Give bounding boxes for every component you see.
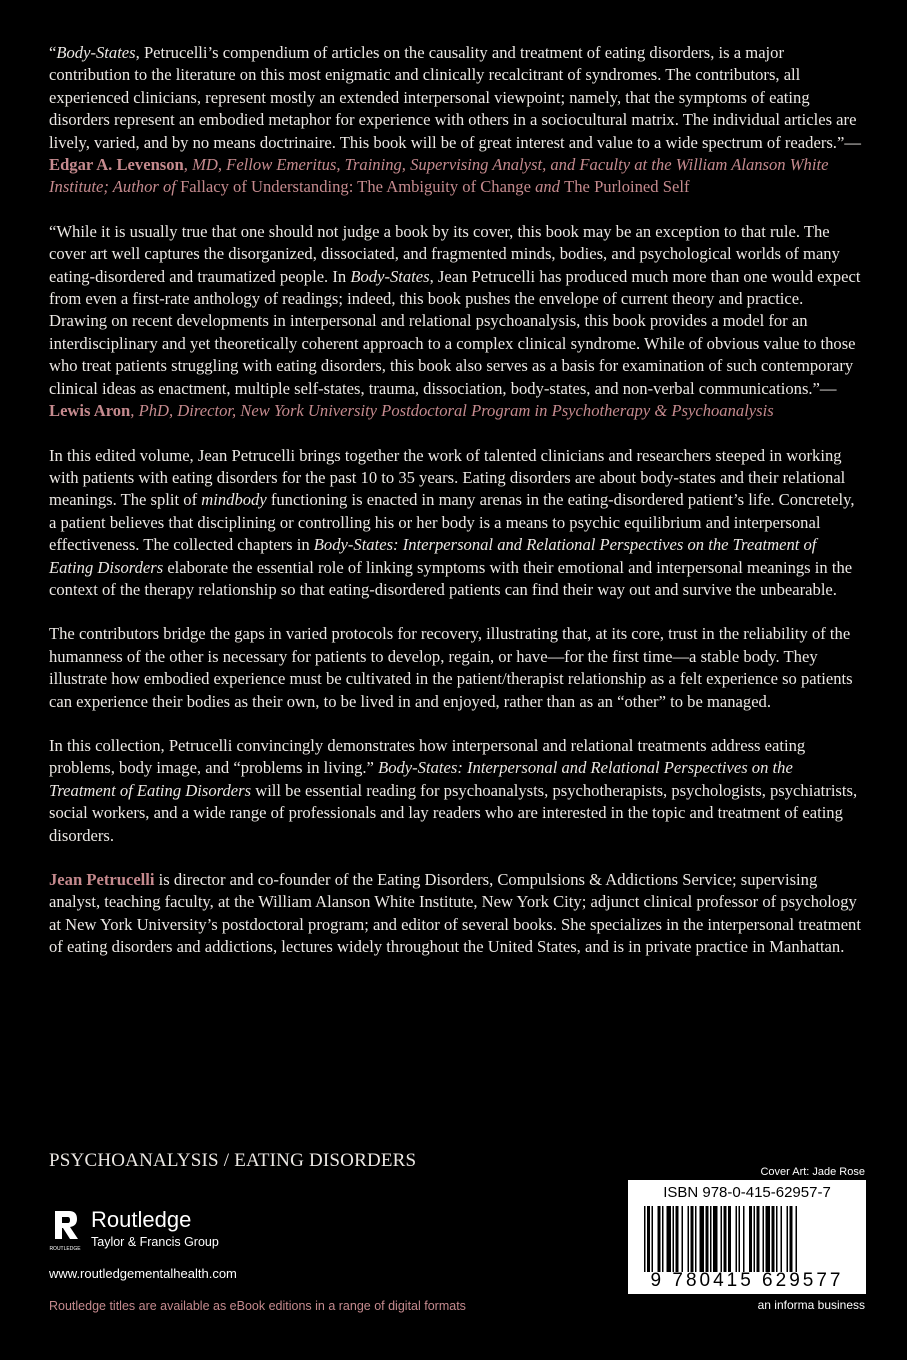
bio-text: is director and co-founder of the Eating Disorders, Compulsions & Addictions Service; supervising analyst, teaching faculty, at the William Alanson White Institute, New York City; adjunct clinical professor of psychology at New York University’s postdoctoral program; and editor of several books. She specializes in the interpersonal treatment of eating disorders and addictions, lectures widely throughout the United States, and is in private practice in Manhattan. (49, 870, 861, 957)
ebook-note: Routledge titles are available as eBook editions in a range of digital formats (49, 1299, 466, 1313)
book-title-italic: Body-States: Interpersonal and Relational Perspectives on the Treatment of Eating Disorders (49, 758, 793, 800)
italic-term: mindbody (201, 490, 267, 510)
book-title-italic: Body-States (350, 266, 430, 286)
publisher-group: Taylor & Francis Group (91, 1235, 219, 1249)
reviewer-credentials: , PhD, Director, New York University Postdoctoral Program in Psychotherapy & Psychoanalysis (130, 401, 774, 421)
reviewer-credentials: , MD, Fellow Emeritus, Training, Supervising Analyst, and Faculty at the William Alanson White Institute; Author of (49, 155, 829, 197)
open-quote: “ (49, 43, 57, 62)
publisher-block (49, 1205, 309, 1255)
description-text: elaborate the essential role of linking symptoms with their emotional and interpersonal meanings in the context of the therapy relationship so that eating-disordered patients can find their way out and survive the unbearable. (49, 557, 853, 599)
description-text: In this edited volume, Jean Petrucelli brings together the work of talented clinicians and researchers steeped in working with patients with eating disorders for the past 10 to 35 years. Eating disorders are about body-states and their relational meanings. The split of (49, 445, 846, 510)
description-paragraph (49, 735, 863, 847)
logo-wordmark: ROUTLEDGE (49, 1246, 81, 1252)
review-text: , Petrucelli’s compendium of articles on the causality and treatment of eating disorders, is a major contribution to the literature on this most enigmatic and clinically recalcitrant of syndromes. The contributors, all experienced clinicians, represent mostly an extended interpersonal viewpoint; namely, that the symptoms of eating disorders represent an embodied metaphor for experience with others in a sociocultural matrix. The individual articles are lively, varied, and by no means doctrinaire. This book will be of great interest and value to a wide spectrum of readers.”— (49, 43, 861, 152)
review-aron (49, 221, 863, 423)
isbn-label: ISBN 978-0-415-62957-7 (663, 1184, 831, 1201)
description-paragraph: The contributors bridge the gaps in varied protocols for recovery, illustrating that, at its core, trust in the reliability of the humanness of the other is necessary for patients to develop, regain, or have—for the first time—a stable body. They illustrate how embodied experience must be cultivated in the patient/therapist relationship as a felt experience so patients can experience their bodies as their own, to be lived in and enjoyed, rather than as an “other” to be managed. (49, 624, 853, 711)
reviewer-book-title: Fallacy of Understanding: The Ambiguity of Change (180, 177, 531, 197)
informa-tagline: an informa business (757, 1298, 865, 1312)
author-bio (49, 869, 863, 959)
review-levenson (49, 42, 863, 199)
barcode-icon (644, 1206, 850, 1272)
routledge-logo-icon (49, 1207, 81, 1253)
description-text: will be essential reading for psychoanalysts, psychotherapists, psychologists, psychiatrists, social workers, and a wide range of professionals and lay readers who are interested in the topic and treatment of eating disorders. (49, 780, 858, 845)
review-text: , Jean Petrucelli has produced much more than one would expect from even a first-rate anthology of readings; indeed, this book pushes the envelope of current theory and practice. Drawing on recent developments in interpersonal and relational psychoanalysis, this book provides a model for an interdisciplinary and yet theoretically coherent approach to a complex clinical syndrome. While of obvious value to those who treat patients struggling with eating disorders, this book also serves as a basis for examination of such contemporary clinical ideas as enactment, multiple self-states, trauma, dissociation, body-states, and non-verbal communications.”— (49, 266, 861, 398)
description-text: In this collection, Petrucelli convincingly demonstrates how interpersonal and relational treatments address eating problems, body image, and “problems in living.” (49, 735, 806, 778)
website-link[interactable]: www.routledgementalhealth.com (49, 1266, 237, 1281)
reviewer-name: Edgar A. Levenson (49, 155, 184, 175)
subject-category: PSYCHOANALYSIS / EATING DISORDERS (49, 1150, 417, 1171)
description-paragraph (49, 445, 863, 602)
barcode-digits: 9 780415 629577 (650, 1270, 844, 1291)
book-title-italic: Body-States: Interpersonal and Relational Perspectives on the Treatment of Eating Disorders (49, 535, 817, 577)
description-text: functioning is enacted in many arenas in the eating-disordered patient’s life. Concretely, a patient believes that disciplining or controlling his or her body is a means to psychic equilibrium and interpersonal effectiveness. The collected chapters in (49, 490, 855, 555)
blurb-column (49, 42, 863, 981)
publisher-name: Routledge (91, 1207, 192, 1232)
reviewer-name: Lewis Aron (49, 401, 131, 421)
isbn-barcode (628, 1180, 866, 1294)
cover-art-credit: Cover Art: Jade Rose (760, 1166, 865, 1178)
book-title-italic: Body-States (56, 43, 136, 62)
reviewer-book-title: The Purloined Self (564, 177, 690, 197)
author-name: Jean Petrucelli (49, 870, 155, 889)
conjunction: and (530, 177, 565, 197)
review-text: “While it is usually true that one should not judge a book by its cover, this book may be an exception to that rule. The cover art well captures the disorganized, dissociated, and fragmented minds, bodies, and psychological worlds of many eating-disordered and traumatized people. In (49, 221, 840, 286)
